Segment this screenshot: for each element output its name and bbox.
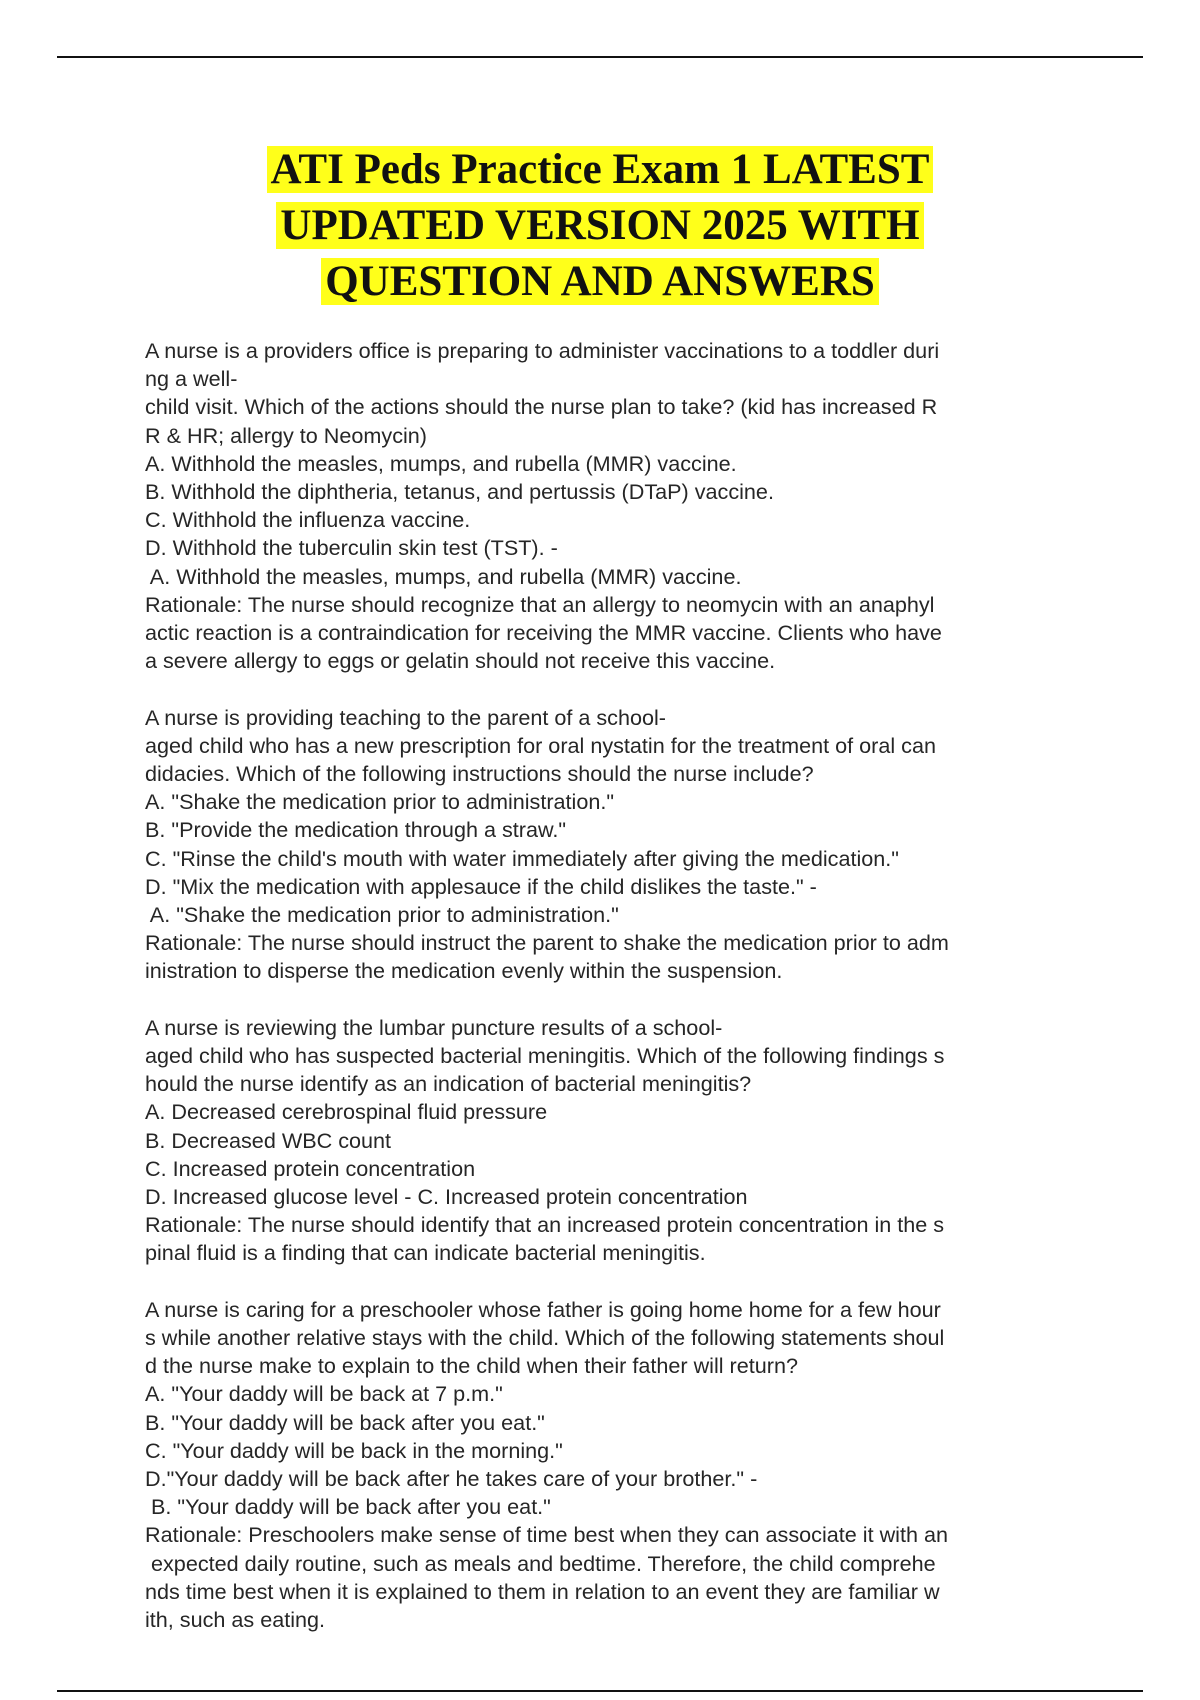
- title-line: UPDATED VERSION 2025 WITH: [276, 202, 923, 249]
- option-line: A. "Shake the medication prior to administration.": [145, 789, 615, 815]
- question-line: hould the nurse identify as an indication of bacterial meningitis?: [145, 1071, 752, 1097]
- answer-line: A. "Shake the medication prior to administration.": [145, 902, 619, 928]
- rationale-line: pinal fluid is a finding that can indicate bacterial meningitis.: [145, 1240, 706, 1266]
- option-line: A. "Your daddy will be back at 7 p.m.": [145, 1381, 503, 1407]
- rationale-line: Rationale: The nurse should recognize that an allergy to neomycin with an anaphyl: [145, 591, 935, 617]
- option-line: B. "Provide the medication through a straw.": [145, 817, 567, 843]
- question-block-4: [145, 1296, 1065, 1634]
- rationale-line: ith, such as eating.: [145, 1607, 326, 1633]
- rationale-line: Rationale: The nurse should instruct the parent to shake the medication prior to adm: [145, 930, 949, 956]
- option-line: B. Decreased WBC count: [145, 1127, 392, 1153]
- question-line: R & HR; allergy to Neomycin): [145, 422, 427, 448]
- option-line: C. Withhold the influenza vaccine.: [145, 507, 471, 533]
- question-line: A nurse is a providers office is preparing to administer vaccinations to a toddler duri: [145, 338, 940, 363]
- option-line: A. Decreased cerebrospinal fluid pressure: [145, 1099, 548, 1125]
- option-line: B. Withhold the diphtheria, tetanus, and pertussis (DTaP) vaccine.: [145, 479, 774, 505]
- top-rule: [57, 56, 1143, 58]
- option-line: C. Increased protein concentration: [145, 1155, 476, 1181]
- option-line: A. Withhold the measles, mumps, and rubella (MMR) vaccine.: [145, 450, 737, 476]
- option-line: D. Increased glucose level - C. Increased protein concentration: [145, 1184, 748, 1210]
- question-line: A nurse is providing teaching to the parent of a school-: [145, 704, 666, 730]
- question-line: s while another relative stays with the child. Which of the following statements shoul: [145, 1325, 945, 1351]
- rationale-line: Rationale: Preschoolers make sense of time best when they can associate it with an: [145, 1522, 948, 1548]
- answer-line: B. "Your daddy will be back after you eat.": [145, 1494, 551, 1520]
- option-line: C. "Rinse the child's mouth with water immediately after giving the medication.": [145, 845, 899, 871]
- question-line: didacies. Which of the following instructions should the nurse include?: [145, 761, 814, 787]
- rationale-line: inistration to disperse the medication evenly within the suspension.: [145, 958, 783, 984]
- rationale-line: nds time best when it is explained to them in relation to an event they are familiar w: [145, 1578, 940, 1604]
- option-line: C. "Your daddy will be back in the morning.": [145, 1437, 563, 1463]
- rationale-line: actic reaction is a contraindication for receiving the MMR vaccine. Clients who have: [145, 620, 942, 646]
- document-title: [0, 142, 1200, 310]
- rationale-line: a severe allergy to eggs or gelatin should not receive this vaccine.: [145, 648, 776, 674]
- question-block-1: [145, 337, 1065, 675]
- document-body: [145, 337, 1065, 1662]
- question-block-3: [145, 1014, 1065, 1268]
- question-line: child visit. Which of the actions should the nurse plan to take? (kid has increased R: [145, 394, 938, 420]
- rationale-line: expected daily routine, such as meals and bedtime. Therefore, the child comprehe: [145, 1550, 936, 1576]
- option-line: D. "Mix the medication with applesauce if the child dislikes the taste." -: [145, 873, 817, 899]
- question-line: ng a well-: [145, 366, 238, 392]
- title-line: QUESTION AND ANSWERS: [321, 258, 879, 305]
- question-line: A nurse is caring for a preschooler whose father is going home home for a few hour: [145, 1296, 941, 1322]
- rationale-line: Rationale: The nurse should identify that an increased protein concentration in the s: [145, 1212, 945, 1238]
- option-line: D."Your daddy will be back after he takes care of your brother." -: [145, 1466, 758, 1492]
- question-line: A nurse is reviewing the lumbar puncture results of a school-: [145, 1014, 723, 1040]
- question-line: d the nurse make to explain to the child when their father will return?: [145, 1353, 798, 1379]
- question-line: aged child who has a new prescription for oral nystatin for the treatment of oral can: [145, 732, 936, 758]
- bottom-rule: [57, 1690, 1143, 1692]
- answer-line: A. Withhold the measles, mumps, and rubella (MMR) vaccine.: [145, 563, 742, 589]
- question-line: aged child who has suspected bacterial meningitis. Which of the following findings s: [145, 1043, 945, 1069]
- option-line: D. Withhold the tuberculin skin test (TST). -: [145, 535, 558, 561]
- question-block-2: [145, 704, 1065, 986]
- option-line: B. "Your daddy will be back after you eat.": [145, 1409, 545, 1435]
- title-line: ATI Peds Practice Exam 1 LATEST: [267, 146, 934, 193]
